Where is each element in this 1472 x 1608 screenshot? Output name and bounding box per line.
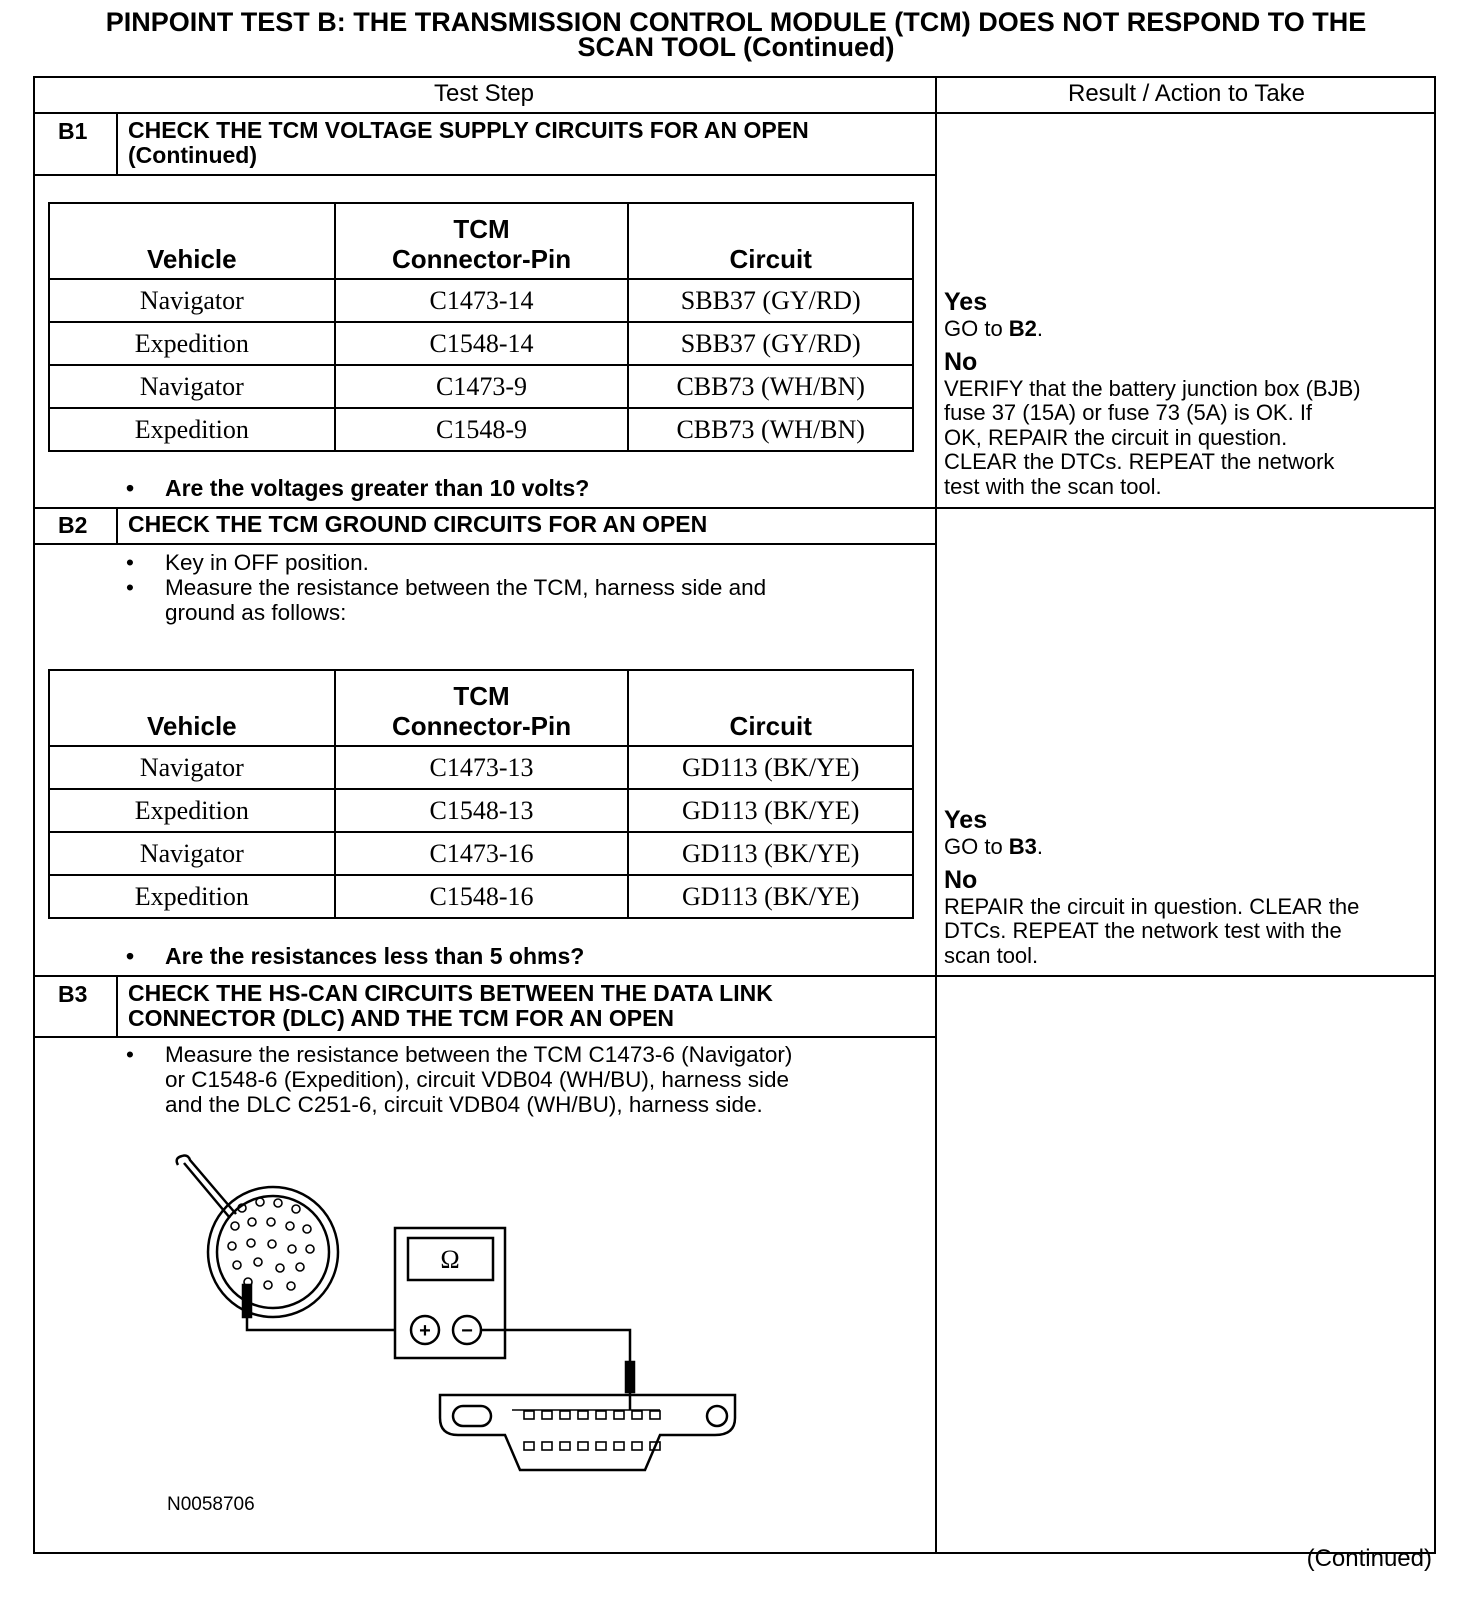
table-row: Navigator C1473-16 GD113 (BK/YE) (49, 832, 913, 875)
list-item: • Measure the resistance between the TCM, harness side and (126, 575, 767, 600)
list-item-continued: or C1548-6 (Expedition), circuit VDB04 (WH/BU), harness side (165, 1067, 789, 1092)
page-title (40, 7, 1432, 62)
list-item-continued: ground as follows: (165, 600, 347, 625)
col-circuit: Circuit (628, 670, 913, 746)
meter-plus-terminal: + (419, 1320, 431, 1342)
table-row: Expedition C1548-16 GD113 (BK/YE) (49, 875, 913, 918)
table-row: Expedition C1548-14 SBB37 (GY/RD) (49, 322, 913, 365)
header-result: Result / Action to Take (1067, 80, 1306, 107)
step-b1-title: CHECK THE TCM VOLTAGE SUPPLY CIRCUITS FOR AN OPEN (Continued) (128, 117, 809, 168)
meter-ohm-symbol: Ω (440, 1245, 460, 1274)
b1-no-action: VERIFY that the battery junction box (BJB) fuse 37 (15A) or fuse 73 (5A) is OK. If OK, REPAIR the circuit in question. CLEAR the DTCs. REPEAT the network test with the scan tool. (944, 375, 1361, 499)
table-row: Navigator C1473-9 CBB73 (WH/BN) (49, 365, 913, 408)
b2-instructions (126, 550, 766, 625)
b2-yes-label: Yes (944, 806, 988, 834)
b1-yes-label: Yes (944, 288, 988, 316)
b2-question-text: Are the resistances less than 5 ohms? (165, 943, 585, 969)
b1-circuit-table (48, 202, 914, 452)
b1-question-text: Are the voltages greater than 10 volts? (165, 475, 590, 501)
b2-result (944, 806, 1434, 968)
b2-yes-action: GO to B3. (944, 834, 1044, 859)
step-b3-title: CHECK THE HS-CAN CIRCUITS BETWEEN THE DATA LINK CONNECTOR (DLC) AND THE TCM FOR AN OPEN (128, 980, 773, 1031)
b2-no-action: REPAIR the circuit in question. CLEAR the DTCs. REPEAT the network test with the scan tool. (944, 893, 1360, 968)
title-line-1: PINPOINT TEST B: THE TRANSMISSION CONTROL MODULE (TCM) DOES NOT RESPOND TO THE (105, 7, 1367, 37)
step-b2-title-rule (33, 543, 935, 545)
step-b2-end-rule (33, 975, 1436, 977)
step-b1-title-rule (33, 174, 935, 176)
step-b1-end-rule (33, 507, 1436, 509)
header-test-step: Test Step (433, 80, 535, 107)
header-rule (33, 112, 1436, 114)
col-vehicle: Vehicle (49, 203, 335, 279)
b1-yes-action: GO to B2. (944, 316, 1044, 341)
table-header-row (49, 670, 913, 746)
table-row: Navigator C1473-13 GD113 (BK/YE) (49, 746, 913, 789)
continued-note: (Continued) (1306, 1545, 1432, 1572)
b1-question: • (126, 475, 135, 501)
b3-instructions (126, 1042, 792, 1117)
table-row: Expedition C1548-9 CBB73 (WH/BN) (49, 408, 913, 451)
b2-question: • (126, 943, 135, 969)
step-b2-title: CHECK THE TCM GROUND CIRCUITS FOR AN OPEN (128, 511, 708, 537)
list-item: • Measure the resistance between the TCM C1473-6 (Navigator) (126, 1042, 793, 1067)
b2-circuit-table (48, 669, 914, 919)
step-b1-id-divider (116, 114, 118, 175)
step-b3-id-divider (116, 976, 118, 1037)
step-b2-id: B2 (58, 512, 88, 538)
title-line-2: SCAN TOOL (Continued) (577, 32, 895, 62)
meter-minus-terminal: − (461, 1320, 473, 1342)
list-item-continued: and the DLC C251-6, circuit VDB04 (WH/BU), harness side. (165, 1092, 763, 1117)
table-row: Navigator C1473-14 SBB37 (GY/RD) (49, 279, 913, 322)
table-header-row (49, 203, 913, 279)
dlc-connector-icon (440, 1395, 735, 1470)
step-b2-id-divider (116, 508, 118, 544)
step-b3-title-rule (33, 1036, 935, 1038)
resistance-test-diagram (140, 1140, 780, 1520)
col-connector-pin: TCM Connector-Pin (335, 203, 629, 279)
column-divider (935, 76, 937, 1554)
table-row: Expedition C1548-13 GD113 (BK/YE) (49, 789, 913, 832)
col-vehicle: Vehicle (49, 670, 335, 746)
figure-id: N0058706 (167, 1494, 255, 1515)
col-connector-pin: TCM Connector-Pin (335, 670, 629, 746)
b1-no-label: No (944, 347, 978, 376)
tcm-connector-icon (177, 1156, 338, 1318)
list-item: • Key in OFF position. (126, 550, 369, 575)
step-b1-id: B1 (58, 118, 88, 144)
b1-result (944, 288, 1434, 499)
b2-no-label: No (944, 865, 978, 894)
col-circuit: Circuit (628, 203, 913, 279)
step-b3-id: B3 (58, 981, 88, 1007)
